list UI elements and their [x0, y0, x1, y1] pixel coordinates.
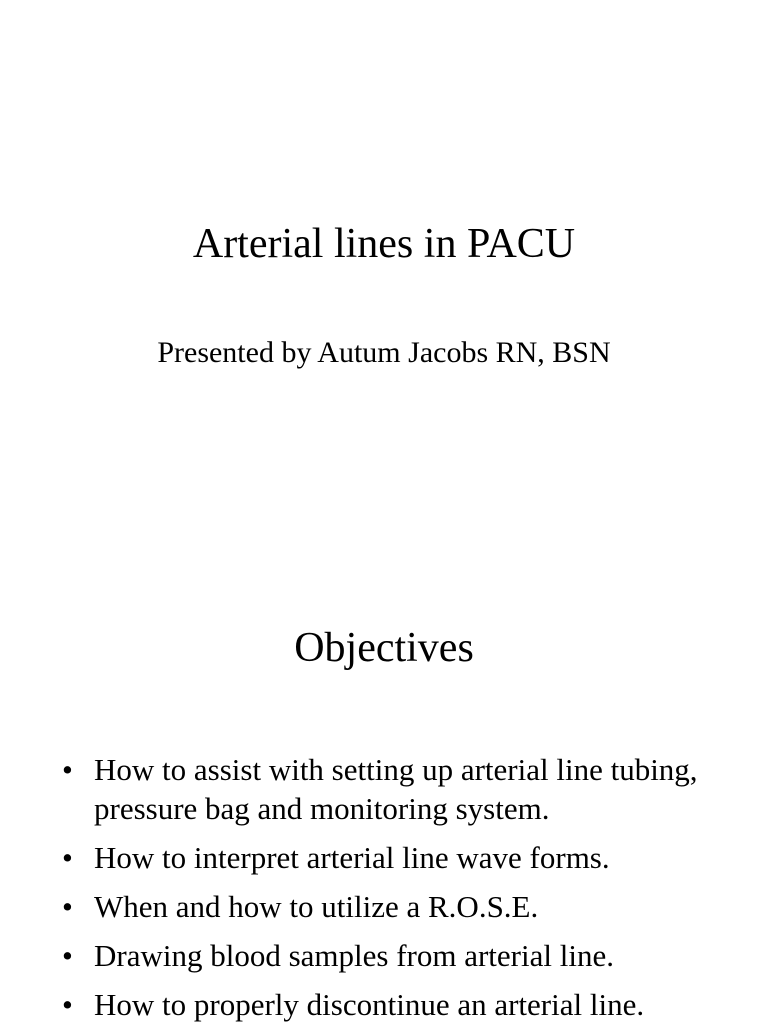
- objectives-list: [62, 750, 762, 1034]
- bullet-icon: •: [62, 889, 73, 924]
- list-item: [62, 985, 762, 1024]
- bullet-icon: •: [62, 840, 73, 875]
- presenter-subtitle: Presented by Autum Jacobs RN, BSN: [157, 336, 611, 369]
- objectives-title: Objectives: [294, 625, 474, 671]
- bullet-icon: •: [62, 752, 73, 787]
- objective-text: How to interpret arterial line wave forms.: [94, 840, 610, 875]
- list-item: [62, 750, 762, 828]
- list-item: [62, 887, 762, 926]
- objectives-slide: [0, 576, 768, 1024]
- objective-text: How to properly discontinue an arterial line.: [94, 987, 645, 1022]
- objective-text: When and how to utilize a R.O.S.E.: [94, 889, 539, 924]
- objective-text: How to assist with setting up arterial line tubing, pressure bag and monitoring system.: [94, 752, 698, 826]
- list-item: [62, 838, 762, 877]
- bullet-icon: •: [62, 987, 73, 1022]
- list-item: [62, 936, 762, 975]
- bullet-icon: •: [62, 938, 73, 973]
- slide-title: Arterial lines in PACU: [192, 221, 576, 267]
- objective-text: Drawing blood samples from arterial line.: [94, 938, 614, 973]
